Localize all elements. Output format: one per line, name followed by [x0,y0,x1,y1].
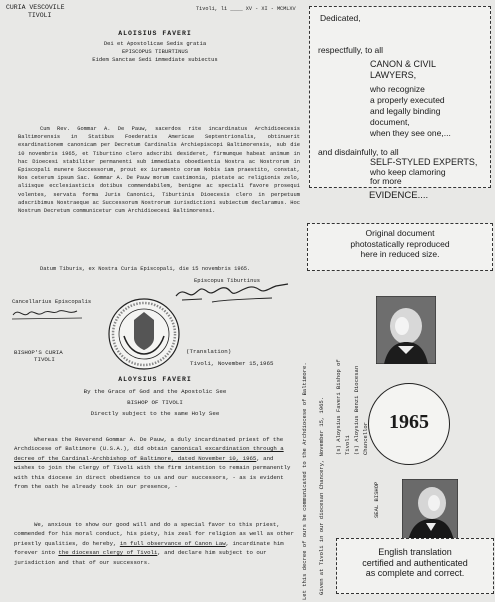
english-p2-underlined-2: the diocesan clergy of Tivoli [58,549,158,557]
dedication-line-1: Dedicated, [320,13,361,23]
english-p2-underlined-1: in full observance of Canon Law [119,539,226,547]
latin-heading-line3: Eidem Sanctae Sedi immediate subiectus [92,56,218,63]
translation-label: (Translation) [186,348,232,355]
bishop-name-english: ALOYSIUS FAVERI [118,376,192,383]
english-p2-text-3: , and declare him subject to our jurisdiction and that of our successors. [14,549,267,566]
dedication-line-7: and legally binding [370,106,441,116]
episcopal-seal [106,296,182,372]
vertical-communication-line: Let this decree of ours be communicated to the Archdiocese of Baltimore. [301,362,308,600]
bishop-signature-latin [172,282,292,306]
protocol-date: Tivoli, lì ____ XV - XI - MCMLXV [196,6,296,12]
english-p1-text: Whereas the Reverend Gommar A. De Pauw, a duly incardinated priest of the Archdiocese of Baltimore (U.S.A.), did obtain [14,436,284,453]
dedication-line-9: when they see one,... [370,128,451,138]
chancellor-signature-latin [10,305,90,321]
dedication-line-12: who keep clamoring [370,167,446,177]
portrait-photo-bottom [402,479,458,541]
vertical-chancellor-signature: (s) Aloysius Benzi Diocesan Chancellor [353,365,369,455]
english-city: TIVOLI [34,356,55,363]
dedication-line-6: a properly executed [370,95,445,105]
english-p2-text: We, anxious to show our good will and do a special favor to this priest, commended for his moral conduct, his piety, his zeal for religion as well as other priestly qualities, do hereby, [14,521,294,547]
english-letterhead [14,349,63,363]
dedication-line-5: who recognize [370,84,425,94]
vertical-seal-label: SEAL BISHOP [373,481,380,518]
english-box-line-1: English translation [378,547,452,557]
latin-body: Cum Rev. Gommar A. De Pauw, sacerdos rite incardinatus Archidioecesis Baltimorensis in Statibus Foederatis Americae Septentrionalis, obtinuerit exardinationem canonicam per Decretum Cardinalis Archiepiscopi Baltimorensis, sub die 10 novembris 1965, et Tiburtino clero adscribi desideret, firmumque habeat animum in hac Dioecesi stabiliter permanenti sub immediata oboedientia Nostra ac Nostrorum in Episcopali munere Successorum, prout ex iuramento coram Nobis iam praestito, constat, Nos ceterum ipsum Sac. Gommar A. De Pauw morum castimonia, pietate ac religionis zelo, aliisque ecclesiasticis dotibus commendabilem, benigne ac speciali favore prosequi volentes, servata forma Juris Canonici, Tiburtinis Dioecesis clero in perpetuum adscribimus Nostraeque ac Successorum Nostrorum iurisdictioni subiectum declaramus. Hoc Nostrum Decretum communicetur cum Archidioecesi Baltimorensi. [18,126,300,215]
english-box-line-2: certified and authenticated [362,557,468,568]
year-label: 1965 [389,411,429,433]
dedication-line-3: CANON & CIVIL [370,59,437,69]
latin-datum: Datum Tiburis, ex Nostra Curia Episcopali, die 15 novembris 1965. [40,266,251,272]
english-translation-box [336,538,494,594]
english-box-line-3: as complete and correct. [365,568,465,578]
original-box-line-1: Original document [365,228,435,238]
english-heading-line3: Directly subject to the same Holy See [90,410,220,417]
dedication-line-11: SELF-STYLED EXPERTS, [370,157,478,167]
curia-city: TIVOLI [28,12,52,19]
dedication-line-8: document, [370,117,410,127]
english-heading [20,376,290,417]
english-date: Tivoli, November 15,1965 [190,360,274,367]
english-curia: BISHOP'S CURIA [14,349,63,356]
dedication-line-13: for more [370,176,402,186]
latin-heading-line1: Dei et Apostolicae Sedis gratia [103,40,207,47]
bishop-name-latin: ALOISIUS FAVERI [118,30,192,37]
dedication-line-14: EVIDENCE.... [369,190,429,201]
curia-title: CURIA VESCOVILE [6,4,65,11]
latin-heading-line2: EPISCOPUS TIBURTINUS [121,48,188,55]
english-heading-line1: By the Grace of God and the Apostolic See [83,388,227,395]
english-paragraph-2 [14,520,294,567]
portrait-photo-top [376,296,436,364]
vertical-given-at-line: Given at Tivoli in our diocesan Chancery, November 15, 1965. [318,396,325,595]
vertical-bishop-signature: (s) Aloysius Faveri Bishop of Tivoli [335,359,351,455]
cancellarius-label: Cancellarius Episcopalis [12,298,92,305]
english-p2-text-2: , incardinate him forever into [14,539,284,557]
english-p1-text-2: , and wishes to join the clergy of Tivoli with the firm intention to remain permanently with this diocese in direct obedience to us and our successors, - as is evident from the oath he already took in our presence, - [14,454,291,491]
english-paragraph-1 [14,435,294,491]
dedication-box [309,6,491,188]
english-p1-underlined: canonical excardination through a decree of the Cardinal-Archbishop of Baltimore, dated November 10, 1965 [14,445,284,462]
original-box-line-3: here in reduced size. [360,249,440,259]
original-box-line-2: photostatically reproduced [350,238,450,249]
english-heading-line2: BISHOP OF TIVOLI [127,399,183,406]
curia-letterhead [6,4,65,20]
dedication-line-4: LAWYERS, [370,70,417,80]
year-medallion [368,383,450,465]
original-document-box [307,223,493,271]
dedication-line-10: and disdainfully, to all [318,147,399,157]
episcopus-label: Episcopus Tiburtinus [194,277,261,284]
dedication-line-2: respectfully, to all [318,45,384,55]
latin-heading [10,30,300,63]
